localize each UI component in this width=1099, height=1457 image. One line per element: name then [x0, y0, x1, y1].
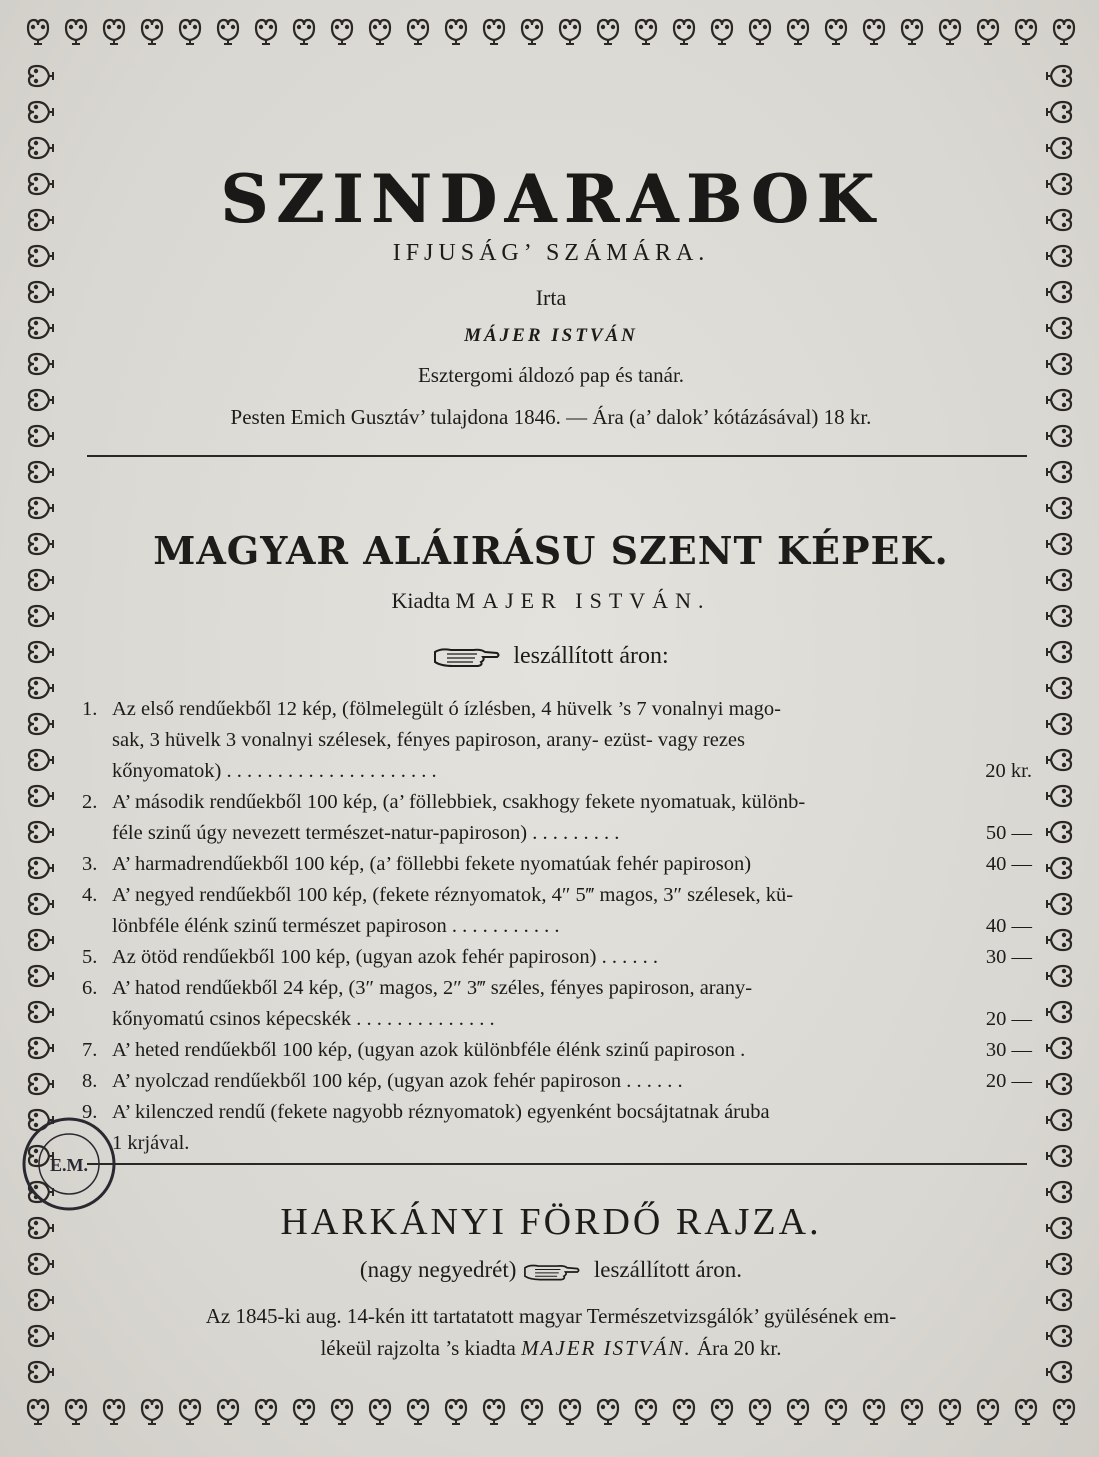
ornament-icon — [742, 1390, 778, 1426]
item-number: 8. — [82, 1070, 98, 1092]
ornament-icon — [19, 778, 55, 814]
item-text: Az első rendűekből 12 kép, (fölmelegült ó ízlésben, 4 hüvelk ’s 7 vonalnyi mago- — [112, 698, 781, 720]
item-number: 3. — [82, 853, 98, 875]
ornament-icon — [19, 58, 55, 94]
irta-label: Irta — [535, 285, 567, 310]
ornament-icon — [1045, 130, 1081, 166]
item-text: A’ harmadrendűekből 100 kép, (a’ föllebbi fekete nyomatúak fehér papiroson) — [112, 853, 752, 875]
author-role: Esztergomi áldozó pap és tanár. — [417, 363, 685, 387]
ornament-icon — [438, 1390, 474, 1426]
ornament-icon — [19, 850, 55, 886]
item-line — [112, 1035, 1032, 1066]
ornament-icon — [1045, 814, 1081, 850]
ornament-icon — [438, 10, 474, 46]
author-name: MÁJER ISTVÁN — [464, 325, 638, 346]
ornament-icon — [19, 382, 55, 418]
ornament-icon — [134, 10, 170, 46]
ornament-icon — [514, 10, 550, 46]
publisher-name: MAJER ISTVÁN. — [455, 588, 711, 613]
price-list-item — [82, 787, 1032, 849]
ornament-icon — [1045, 778, 1081, 814]
ornament-icon — [742, 10, 778, 46]
price-list-item — [82, 880, 1032, 942]
price-list-item — [82, 694, 1032, 787]
ornament-icon — [324, 10, 360, 46]
ornament-icon — [1045, 994, 1081, 1030]
ornament-icon — [856, 10, 892, 46]
ornament-icon — [96, 10, 132, 46]
ornament-icon — [19, 418, 55, 454]
ornament-icon — [19, 490, 55, 526]
ornament-icon — [1045, 1282, 1081, 1318]
ornament-icon — [19, 1246, 55, 1282]
ornament-icon — [1045, 1138, 1081, 1174]
item-text: A’ hatod rendűekből 24 kép, (3″ magos, 2″ 3‴ széles, fényes papiroson, aranу- — [112, 977, 753, 999]
ornament-icon — [19, 994, 55, 1030]
ornament-icon — [1046, 1390, 1080, 1426]
item-text: A’ kilenczed rendű (fekete nagyobb réznyomatok) egyenként bocsájtatnak áruba — [112, 1101, 770, 1123]
ornament-icon — [628, 10, 664, 46]
price-note-text: leszállított áron: — [513, 643, 669, 669]
ornament-icon — [19, 634, 55, 670]
ornament-icon — [932, 10, 968, 46]
ornament-icon — [400, 1390, 436, 1426]
ornamental-border-bottom — [20, 1390, 1080, 1442]
ornament-icon — [19, 1030, 55, 1066]
ornament-icon — [19, 274, 55, 310]
item-line — [112, 1128, 1032, 1159]
ornament-icon — [19, 1282, 55, 1318]
ornament-icon — [400, 10, 436, 46]
ornament-icon — [19, 598, 55, 634]
ornament-icon — [19, 346, 55, 382]
ornament-icon — [19, 202, 55, 238]
ornament-icon — [1045, 238, 1081, 274]
ornament-icon — [210, 10, 246, 46]
price-list — [82, 694, 1032, 1159]
ornament-icon — [476, 10, 512, 46]
ornament-icon — [19, 706, 55, 742]
item-number: 9. — [82, 1101, 98, 1123]
ornament-icon — [19, 238, 55, 274]
harkanyi-price-line — [72, 1257, 1030, 1283]
divider-rule — [87, 455, 1027, 457]
item-line — [112, 973, 1032, 1004]
ornament-icon — [248, 1390, 284, 1426]
library-stamp — [20, 1115, 118, 1213]
ornament-icon — [1046, 10, 1080, 46]
item-text: lönbféle élénk szinű természet papiroson . . . . . . . . . . . — [112, 915, 560, 937]
stamp-text: E.M. — [50, 1155, 88, 1175]
subtitle-ifjusag: IFJUSÁG’ SZÁMÁRA. — [392, 240, 710, 266]
publisher-line — [72, 588, 1030, 614]
ornament-icon — [1008, 10, 1044, 46]
item-line — [112, 911, 1032, 942]
publication-info: Pesten Emich Gusztáv’ tulajdona 1846. — Ára (a’ dalok’ kótázásával) 18 kr. — [230, 405, 872, 429]
item-line — [112, 1066, 1032, 1097]
ornament-icon — [20, 10, 56, 46]
ornament-icon — [19, 1210, 55, 1246]
ornament-icon — [19, 1354, 55, 1390]
item-price: 30 — — [985, 1039, 1032, 1061]
ornament-icon — [1045, 454, 1081, 490]
item-body — [112, 1066, 1032, 1097]
ornament-icon — [590, 10, 626, 46]
item-number: 6. — [82, 977, 98, 999]
item-text: A’ második rendűekből 100 kép, (a’ föllebbiek, csakhogy fekete nyomatuak, különb- — [112, 791, 806, 813]
ornament-icon — [210, 1390, 246, 1426]
item-price: 20 kr. — [985, 760, 1032, 782]
item-line — [112, 818, 1032, 849]
ornament-icon — [818, 1390, 854, 1426]
ornament-icon — [19, 94, 55, 130]
item-number: 5. — [82, 946, 98, 968]
ornament-icon — [552, 1390, 588, 1426]
ornament-icon — [970, 10, 1006, 46]
ornament-icon — [704, 1390, 740, 1426]
advertisement-content — [72, 60, 1030, 1390]
item-text: kőnyomatú csinos képecskék . . . . . . . . . . . . . . — [112, 1008, 495, 1030]
ornament-icon — [856, 1390, 892, 1426]
item-line — [112, 756, 1032, 787]
ornament-icon — [1045, 418, 1081, 454]
ornament-icon — [19, 310, 55, 346]
item-line — [112, 787, 1032, 818]
item-body — [112, 1035, 1032, 1066]
pointing-hand-icon — [433, 644, 501, 670]
ornament-icon — [172, 10, 208, 46]
item-number: 7. — [82, 1039, 98, 1061]
ornament-icon — [19, 1318, 55, 1354]
item-line — [112, 849, 1032, 880]
ornament-icon — [96, 1390, 132, 1426]
ornament-icon — [1045, 850, 1081, 886]
item-text: féle szinű úgy nevezett természet-natur-papiroson) . . . . . . . . . — [112, 822, 620, 844]
ornament-icon — [1045, 634, 1081, 670]
ornament-icon — [1045, 922, 1081, 958]
ornament-icon — [248, 10, 284, 46]
item-text: 1 krjával. — [112, 1132, 190, 1154]
format-label: (nagy negyedrét) — [359, 1257, 517, 1282]
item-price: 20 — — [985, 1070, 1032, 1092]
ornament-icon — [19, 958, 55, 994]
ornament-icon — [476, 1390, 512, 1426]
ornament-icon — [1045, 490, 1081, 526]
ornament-icon — [324, 1390, 360, 1426]
ornament-icon — [780, 1390, 816, 1426]
item-body — [112, 694, 1032, 787]
ornament-icon — [1045, 1354, 1081, 1390]
item-number: 4. — [82, 884, 98, 906]
item-price: 40 — — [985, 853, 1032, 875]
ornament-icon — [1045, 742, 1081, 778]
ornament-icon — [704, 10, 740, 46]
item-price: 40 — — [985, 915, 1032, 937]
ornament-icon — [552, 10, 588, 46]
ornament-icon — [1045, 94, 1081, 130]
item-price: 50 — — [985, 822, 1032, 844]
item-text: sak, 3 hüvelk 3 vonalnyi szélesek, fényes papiroson, arany- ezüst- vagy rezes — [112, 729, 746, 751]
ornament-icon — [1045, 274, 1081, 310]
item-body — [112, 973, 1032, 1035]
item-text: A’ heted rendűekből 100 kép, (ugyan azok különbféle élénk szinű papiroson . — [112, 1039, 746, 1061]
item-price: 20 — — [985, 1008, 1032, 1030]
ornament-icon — [1045, 166, 1081, 202]
ornament-icon — [1045, 670, 1081, 706]
ornament-icon — [19, 562, 55, 598]
ornament-icon — [58, 1390, 94, 1426]
item-text: A’ nyolczad rendűekből 100 kép, (ugyan azok fehér papiroson . . . . . . — [112, 1070, 683, 1092]
price-list-item — [82, 1066, 1032, 1097]
divider-rule — [87, 1163, 1027, 1165]
ornament-icon — [19, 130, 55, 166]
item-body — [112, 787, 1032, 849]
ornament-icon — [19, 922, 55, 958]
title-szindarabok: SZINDARABOK — [220, 160, 882, 238]
ornament-icon — [666, 10, 702, 46]
ornament-icon — [1045, 1102, 1081, 1138]
item-line — [112, 694, 1032, 725]
ornament-icon — [362, 1390, 398, 1426]
ornament-icon — [134, 1390, 170, 1426]
ornament-icon — [1045, 1318, 1081, 1354]
item-price: 30 — — [985, 946, 1032, 968]
item-number: 1. — [82, 698, 98, 720]
ornament-icon — [362, 10, 398, 46]
ornament-icon — [1045, 886, 1081, 922]
ornament-icon — [1045, 1174, 1081, 1210]
ornament-icon — [1045, 310, 1081, 346]
title-szent-kepek: MAGYAR ALÁIRÁSU SZENT KÉPEK. — [153, 528, 949, 573]
ornament-icon — [19, 814, 55, 850]
price-list-item — [82, 973, 1032, 1035]
ornament-icon — [1045, 58, 1081, 94]
ornament-icon — [172, 1390, 208, 1426]
item-text: A’ negyed rendűekből 100 kép, (fekete réznyomatok, 4″ 5‴ magos, 3″ szélesek, kü- — [112, 884, 794, 906]
ornament-icon — [1045, 706, 1081, 742]
ornament-icon — [894, 1390, 930, 1426]
description-line-2 — [72, 1332, 1030, 1364]
ornament-icon — [970, 1390, 1006, 1426]
price-note — [72, 643, 1030, 670]
item-body — [112, 849, 1032, 880]
price-list-item — [82, 849, 1032, 880]
ornament-icon — [514, 1390, 550, 1426]
item-line — [112, 1004, 1032, 1035]
item-body — [112, 942, 1032, 973]
item-body — [112, 880, 1032, 942]
ornament-icon — [590, 1390, 626, 1426]
ornament-icon — [286, 10, 322, 46]
ornament-icon — [1045, 1066, 1081, 1102]
reduced-price-label: leszállított áron. — [593, 1257, 743, 1282]
ornament-icon — [1045, 382, 1081, 418]
ornamental-border-top — [20, 10, 1080, 62]
item-text: kőnyomatok) . . . . . . . . . . . . . . . . . . . . . — [112, 760, 437, 782]
item-line — [112, 725, 1032, 756]
ornament-icon — [666, 1390, 702, 1426]
item-line — [112, 1097, 1032, 1128]
ornament-icon — [932, 1390, 968, 1426]
ornament-icon — [1045, 958, 1081, 994]
ornament-icon — [19, 742, 55, 778]
ornament-icon — [818, 10, 854, 46]
description-line-1: Az 1845-ki aug. 14-kén itt tartatatott magyar Természetvizsgálók’ gyülésének em- — [205, 1304, 897, 1328]
price-text: Ára 20 kr. — [696, 1336, 782, 1360]
price-list-item — [82, 1035, 1032, 1066]
item-line — [112, 880, 1032, 911]
ornament-icon — [1045, 562, 1081, 598]
ornament-icon — [1045, 526, 1081, 562]
publisher-name: MAJER ISTVÁN. — [521, 1336, 692, 1360]
kiadta-label: Kiadta — [391, 588, 451, 613]
ornament-icon — [628, 1390, 664, 1426]
ornament-icon — [1008, 1390, 1044, 1426]
pointing-hand-icon — [522, 1261, 582, 1283]
ornament-icon — [1045, 346, 1081, 382]
ornamental-border-right — [1034, 58, 1092, 1394]
harkanyi-description — [72, 1300, 1030, 1364]
ornament-icon — [19, 526, 55, 562]
ornament-icon — [19, 454, 55, 490]
ornament-icon — [286, 1390, 322, 1426]
price-list-item — [82, 942, 1032, 973]
ornament-icon — [1045, 202, 1081, 238]
ornament-icon — [19, 886, 55, 922]
ornament-icon — [20, 1390, 56, 1426]
ornament-icon — [780, 10, 816, 46]
item-number: 2. — [82, 791, 98, 813]
ornament-icon — [894, 10, 930, 46]
item-line — [112, 942, 1032, 973]
ornament-icon — [1045, 1210, 1081, 1246]
item-body — [112, 1097, 1032, 1159]
ornament-icon — [19, 670, 55, 706]
price-list-item — [82, 1097, 1032, 1159]
ornament-icon — [1045, 1030, 1081, 1066]
title-harkanyi: HARKÁNYI FÖRDŐ RAJZA. — [280, 1201, 822, 1243]
ornament-icon — [19, 1066, 55, 1102]
ornament-icon — [1045, 1246, 1081, 1282]
ornament-icon — [19, 166, 55, 202]
ornament-icon — [1045, 598, 1081, 634]
description-text: lékeül rajzolta ’s kiadta — [320, 1336, 516, 1360]
ornament-icon — [58, 10, 94, 46]
item-text: Az ötöd rendűekből 100 kép, (ugyan azok fehér papiroson) . . . . . . — [112, 946, 658, 968]
